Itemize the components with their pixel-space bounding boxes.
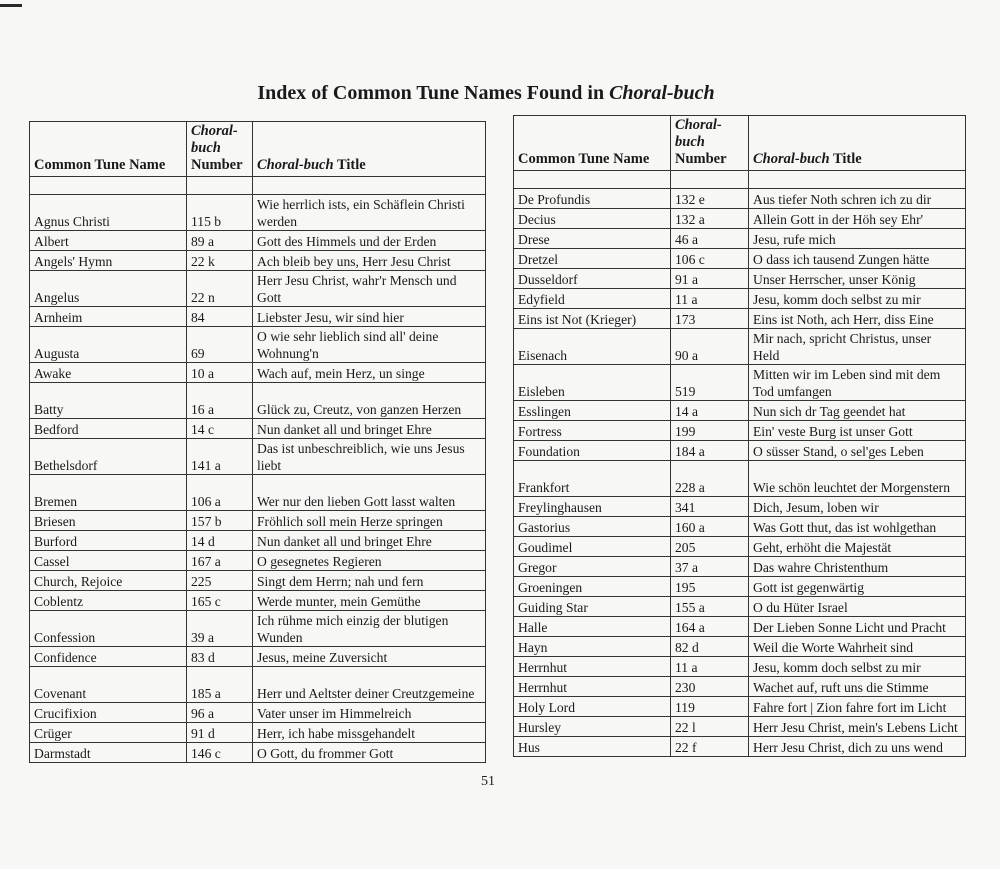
- choral-buch-number-cell: 167 a: [187, 551, 253, 571]
- table-row: [514, 497, 966, 517]
- choral-buch-number-cell: 228 a: [671, 461, 749, 497]
- right-index-table: [513, 115, 966, 757]
- choral-buch-number-cell: 205: [671, 537, 749, 557]
- col-header-number-plain: Number: [191, 157, 243, 173]
- col-header-title-italic: Choral-buch: [753, 151, 830, 167]
- tune-name-cell: Church, Rejoice: [30, 571, 187, 591]
- choral-buch-title-cell: Ach bleib bey uns, Herr Jesu Christ: [253, 251, 486, 271]
- choral-buch-title-cell: Herr Jesu Christ, mein's Lebens Licht: [749, 717, 966, 737]
- choral-buch-number-cell: 69: [187, 327, 253, 363]
- spacer-cell: [514, 171, 671, 189]
- choral-buch-title-cell: Ich rühme mich einzig der blutigen Wunden: [253, 611, 486, 647]
- choral-buch-title-cell: O wie sehr lieblich sind all' deine Wohnung'n: [253, 327, 486, 363]
- table-row: [514, 401, 966, 421]
- table-row: [514, 329, 966, 365]
- tune-name-cell: Herrnhut: [514, 677, 671, 697]
- table-row: [514, 637, 966, 657]
- tune-name-cell: Agnus Christi: [30, 195, 187, 231]
- table-row: [514, 717, 966, 737]
- spacer-cell: [187, 177, 253, 195]
- spacer-cell: [30, 177, 187, 195]
- choral-buch-title-cell: Mitten wir im Leben sind mit dem Tod umfangen: [749, 365, 966, 401]
- choral-buch-number-cell: 22 l: [671, 717, 749, 737]
- table-row: [30, 703, 486, 723]
- choral-buch-number-cell: 37 a: [671, 557, 749, 577]
- table-row: [514, 617, 966, 637]
- table-row: [30, 647, 486, 667]
- choral-buch-title-cell: Das ist unbeschreiblich, wie uns Jesus liebt: [253, 439, 486, 475]
- choral-buch-number-cell: 164 a: [671, 617, 749, 637]
- tune-name-cell: Cassel: [30, 551, 187, 571]
- tune-name-cell: Burford: [30, 531, 187, 551]
- choral-buch-number-cell: 91 d: [187, 723, 253, 743]
- tune-name-cell: Eisleben: [514, 365, 671, 401]
- col-header-title-plain: Title: [832, 151, 862, 167]
- tune-name-cell: Bremen: [30, 475, 187, 511]
- table-row: [514, 441, 966, 461]
- tune-name-cell: Gastorius: [514, 517, 671, 537]
- col-header-number-italic: Choral-buch: [191, 123, 238, 156]
- choral-buch-title-cell: Ein' veste Burg ist unser Gott: [749, 421, 966, 441]
- tune-name-cell: Drese: [514, 229, 671, 249]
- choral-buch-title-cell: O süsser Stand, o sel'ges Leben: [749, 441, 966, 461]
- table-row: [514, 249, 966, 269]
- choral-buch-number-cell: 14 a: [671, 401, 749, 421]
- table-row: [30, 419, 486, 439]
- col-header-title-plain: Title: [336, 157, 366, 173]
- table-row: [514, 517, 966, 537]
- table-row: [514, 537, 966, 557]
- tune-name-cell: Augusta: [30, 327, 187, 363]
- choral-buch-title-cell: Herr Jesu Christ, dich zu uns wend: [749, 737, 966, 757]
- col-header-number-italic: Choral-buch: [675, 117, 722, 150]
- choral-buch-number-cell: 146 c: [187, 743, 253, 763]
- choral-buch-title-cell: Herr, ich habe missgehandelt: [253, 723, 486, 743]
- choral-buch-title-cell: Eins ist Noth, ach Herr, diss Eine: [749, 309, 966, 329]
- choral-buch-number-cell: 115 b: [187, 195, 253, 231]
- choral-buch-title-cell: Weil die Worte Wahrheit sind: [749, 637, 966, 657]
- choral-buch-number-cell: 46 a: [671, 229, 749, 249]
- table-row: [514, 289, 966, 309]
- choral-buch-title-cell: Geht, erhöht die Majestät: [749, 537, 966, 557]
- spacer-row: [514, 171, 966, 189]
- tune-name-cell: Goudimel: [514, 537, 671, 557]
- choral-buch-number-cell: 91 a: [671, 269, 749, 289]
- choral-buch-number-cell: 11 a: [671, 289, 749, 309]
- choral-buch-number-cell: 22 f: [671, 737, 749, 757]
- choral-buch-number-cell: 89 a: [187, 231, 253, 251]
- tune-name-cell: Dusseldorf: [514, 269, 671, 289]
- table-row: [30, 231, 486, 251]
- col-header-title: [749, 116, 966, 171]
- choral-buch-title-cell: Jesus, meine Zuversicht: [253, 647, 486, 667]
- table-row: [514, 229, 966, 249]
- tune-name-cell: Hursley: [514, 717, 671, 737]
- choral-buch-title-cell: Herr und Aeltster deiner Creutzgemeine: [253, 667, 486, 703]
- choral-buch-title-cell: Jesu, rufe mich: [749, 229, 966, 249]
- table-row: [514, 189, 966, 209]
- table-row: [30, 571, 486, 591]
- tune-name-cell: Eins ist Not (Krieger): [514, 309, 671, 329]
- choral-buch-number-cell: 22 k: [187, 251, 253, 271]
- choral-buch-number-cell: 11 a: [671, 657, 749, 677]
- tune-name-cell: Angels' Hymn: [30, 251, 187, 271]
- choral-buch-number-cell: 157 b: [187, 511, 253, 531]
- choral-buch-number-cell: 230: [671, 677, 749, 697]
- table-row: [514, 365, 966, 401]
- table-row: [514, 677, 966, 697]
- choral-buch-number-cell: 141 a: [187, 439, 253, 475]
- tune-name-cell: Gregor: [514, 557, 671, 577]
- table-row: [514, 557, 966, 577]
- table-row: [30, 327, 486, 363]
- choral-buch-title-cell: Nun danket all und bringet Ehre: [253, 531, 486, 551]
- choral-buch-title-cell: Fröhlich soll mein Herze springen: [253, 511, 486, 531]
- tune-name-cell: Angelus: [30, 271, 187, 307]
- spacer-cell: [749, 171, 966, 189]
- tune-name-cell: Hus: [514, 737, 671, 757]
- table-row: [30, 363, 486, 383]
- choral-buch-number-cell: 82 d: [671, 637, 749, 657]
- choral-buch-title-cell: Aus tiefer Noth schren ich zu dir: [749, 189, 966, 209]
- choral-buch-title-cell: Nun sich dr Tag geendet hat: [749, 401, 966, 421]
- tune-name-cell: Halle: [514, 617, 671, 637]
- col-header-number: [187, 122, 253, 177]
- choral-buch-title-cell: Werde munter, mein Gemüthe: [253, 591, 486, 611]
- table-row: [514, 577, 966, 597]
- choral-buch-number-cell: 185 a: [187, 667, 253, 703]
- choral-buch-title-cell: Das wahre Christenthum: [749, 557, 966, 577]
- table-row: [30, 723, 486, 743]
- scan-edge-mark: [0, 4, 22, 7]
- page-title: [0, 82, 972, 105]
- choral-buch-title-cell: Wer nur den lieben Gott lasst walten: [253, 475, 486, 511]
- tune-name-cell: Freylinghausen: [514, 497, 671, 517]
- choral-buch-title-cell: Gott ist gegenwärtig: [749, 577, 966, 597]
- choral-buch-number-cell: 341: [671, 497, 749, 517]
- table-row: [30, 667, 486, 703]
- choral-buch-title-cell: Der Lieben Sonne Licht und Pracht: [749, 617, 966, 637]
- choral-buch-title-cell: Allein Gott in der Höh sey Ehr': [749, 209, 966, 229]
- tune-name-cell: Confession: [30, 611, 187, 647]
- choral-buch-number-cell: 195: [671, 577, 749, 597]
- choral-buch-title-cell: Dich, Jesum, loben wir: [749, 497, 966, 517]
- tune-name-cell: Frankfort: [514, 461, 671, 497]
- choral-buch-title-cell: Fahre fort | Zion fahre fort im Licht: [749, 697, 966, 717]
- table-row: [514, 209, 966, 229]
- choral-buch-number-cell: 160 a: [671, 517, 749, 537]
- choral-buch-number-cell: 83 d: [187, 647, 253, 667]
- choral-buch-title-cell: Jesu, komm doch selbst zu mir: [749, 657, 966, 677]
- table-row: [514, 461, 966, 497]
- choral-buch-number-cell: 106 c: [671, 249, 749, 269]
- tune-name-cell: Arnheim: [30, 307, 187, 327]
- tune-name-cell: Dretzel: [514, 249, 671, 269]
- choral-buch-title-cell: Mir nach, spricht Christus, unser Held: [749, 329, 966, 365]
- choral-buch-number-cell: 22 n: [187, 271, 253, 307]
- choral-buch-number-cell: 16 a: [187, 383, 253, 419]
- choral-buch-title-cell: Jesu, komm doch selbst zu mir: [749, 289, 966, 309]
- table-row: [30, 383, 486, 419]
- tune-name-cell: Edyfield: [514, 289, 671, 309]
- title-prefix: Index of Common Tune Names Found in: [257, 82, 610, 104]
- choral-buch-title-cell: Wachet auf, ruft uns die Stimme: [749, 677, 966, 697]
- tune-name-cell: Covenant: [30, 667, 187, 703]
- choral-buch-number-cell: 199: [671, 421, 749, 441]
- choral-buch-title-cell: Glück zu, Creutz, von ganzen Herzen: [253, 383, 486, 419]
- table-row: [30, 611, 486, 647]
- tune-name-cell: Briesen: [30, 511, 187, 531]
- choral-buch-title-cell: Wach auf, mein Herz, un singe: [253, 363, 486, 383]
- table-row: [514, 597, 966, 617]
- choral-buch-title-cell: O du Hüter Israel: [749, 597, 966, 617]
- page-number: 51: [481, 774, 495, 789]
- tune-name-cell: Herrnhut: [514, 657, 671, 677]
- table-row: [30, 307, 486, 327]
- choral-buch-title-cell: Was Gott thut, das ist wohlgethan: [749, 517, 966, 537]
- tune-name-cell: Albert: [30, 231, 187, 251]
- table-row: [30, 475, 486, 511]
- choral-buch-title-cell: Herr Jesu Christ, wahr'r Mensch und Gott: [253, 271, 486, 307]
- choral-buch-number-cell: 96 a: [187, 703, 253, 723]
- table-row: [30, 511, 486, 531]
- table-row: [514, 697, 966, 717]
- tune-name-cell: Foundation: [514, 441, 671, 461]
- choral-buch-number-cell: 165 c: [187, 591, 253, 611]
- tune-name-cell: Esslingen: [514, 401, 671, 421]
- col-header-number-plain: Number: [675, 151, 727, 167]
- choral-buch-number-cell: 84: [187, 307, 253, 327]
- choral-buch-number-cell: 132 a: [671, 209, 749, 229]
- choral-buch-number-cell: 14 c: [187, 419, 253, 439]
- choral-buch-title-cell: Gott des Himmels und der Erden: [253, 231, 486, 251]
- choral-buch-number-cell: 155 a: [671, 597, 749, 617]
- choral-buch-number-cell: 10 a: [187, 363, 253, 383]
- choral-buch-number-cell: 519: [671, 365, 749, 401]
- col-header-name: Common Tune Name: [514, 116, 671, 171]
- choral-buch-number-cell: 106 a: [187, 475, 253, 511]
- table-row: [30, 195, 486, 231]
- tune-name-cell: Fortress: [514, 421, 671, 441]
- tune-name-cell: Awake: [30, 363, 187, 383]
- header-row: [514, 116, 966, 171]
- choral-buch-title-cell: Liebster Jesu, wir sind hier: [253, 307, 486, 327]
- tune-name-cell: Guiding Star: [514, 597, 671, 617]
- tune-name-cell: De Profundis: [514, 189, 671, 209]
- left-table-body: [30, 195, 486, 763]
- col-header-number: [671, 116, 749, 171]
- tune-name-cell: Coblentz: [30, 591, 187, 611]
- tune-name-cell: Crucifixion: [30, 703, 187, 723]
- table-row: [30, 591, 486, 611]
- choral-buch-number-cell: 14 d: [187, 531, 253, 551]
- spacer-row: [30, 177, 486, 195]
- tune-name-cell: Groeningen: [514, 577, 671, 597]
- table-row: [514, 657, 966, 677]
- tune-name-cell: Crüger: [30, 723, 187, 743]
- header-row: [30, 122, 486, 177]
- choral-buch-title-cell: Unser Herrscher, unser König: [749, 269, 966, 289]
- choral-buch-title-cell: Wie herrlich ists, ein Schäflein Christi werden: [253, 195, 486, 231]
- tune-name-cell: Holy Lord: [514, 697, 671, 717]
- table-row: [30, 251, 486, 271]
- tune-name-cell: Decius: [514, 209, 671, 229]
- choral-buch-number-cell: 173: [671, 309, 749, 329]
- table-row: [30, 551, 486, 571]
- table-row: [514, 269, 966, 289]
- choral-buch-number-cell: 225: [187, 571, 253, 591]
- tune-name-cell: Batty: [30, 383, 187, 419]
- right-table-body: [514, 189, 966, 757]
- table-row: [30, 271, 486, 307]
- tune-name-cell: Bethelsdorf: [30, 439, 187, 475]
- table-row: [30, 743, 486, 763]
- choral-buch-title-cell: Nun danket all und bringet Ehre: [253, 419, 486, 439]
- tune-name-cell: Bedford: [30, 419, 187, 439]
- col-header-name: Common Tune Name: [30, 122, 187, 177]
- table-row: [514, 737, 966, 757]
- table-row: [514, 421, 966, 441]
- tune-name-cell: Confidence: [30, 647, 187, 667]
- table-row: [30, 439, 486, 475]
- choral-buch-title-cell: Wie schön leuchtet der Morgenstern: [749, 461, 966, 497]
- choral-buch-title-cell: O gesegnetes Regieren: [253, 551, 486, 571]
- spacer-cell: [253, 177, 486, 195]
- choral-buch-number-cell: 132 e: [671, 189, 749, 209]
- left-index-table: [29, 121, 486, 763]
- choral-buch-title-cell: O dass ich tausend Zungen hätte: [749, 249, 966, 269]
- col-header-title: [253, 122, 486, 177]
- choral-buch-title-cell: Singt dem Herrn; nah und fern: [253, 571, 486, 591]
- tune-name-cell: Hayn: [514, 637, 671, 657]
- choral-buch-number-cell: 39 a: [187, 611, 253, 647]
- choral-buch-number-cell: 119: [671, 697, 749, 717]
- title-italic: Choral-buch: [609, 82, 715, 104]
- tune-name-cell: Eisenach: [514, 329, 671, 365]
- col-header-title-italic: Choral-buch: [257, 157, 334, 173]
- table-row: [30, 531, 486, 551]
- choral-buch-title-cell: O Gott, du frommer Gott: [253, 743, 486, 763]
- tune-name-cell: Darmstadt: [30, 743, 187, 763]
- choral-buch-number-cell: 90 a: [671, 329, 749, 365]
- choral-buch-title-cell: Vater unser im Himmelreich: [253, 703, 486, 723]
- choral-buch-number-cell: 184 a: [671, 441, 749, 461]
- table-row: [514, 309, 966, 329]
- spacer-cell: [671, 171, 749, 189]
